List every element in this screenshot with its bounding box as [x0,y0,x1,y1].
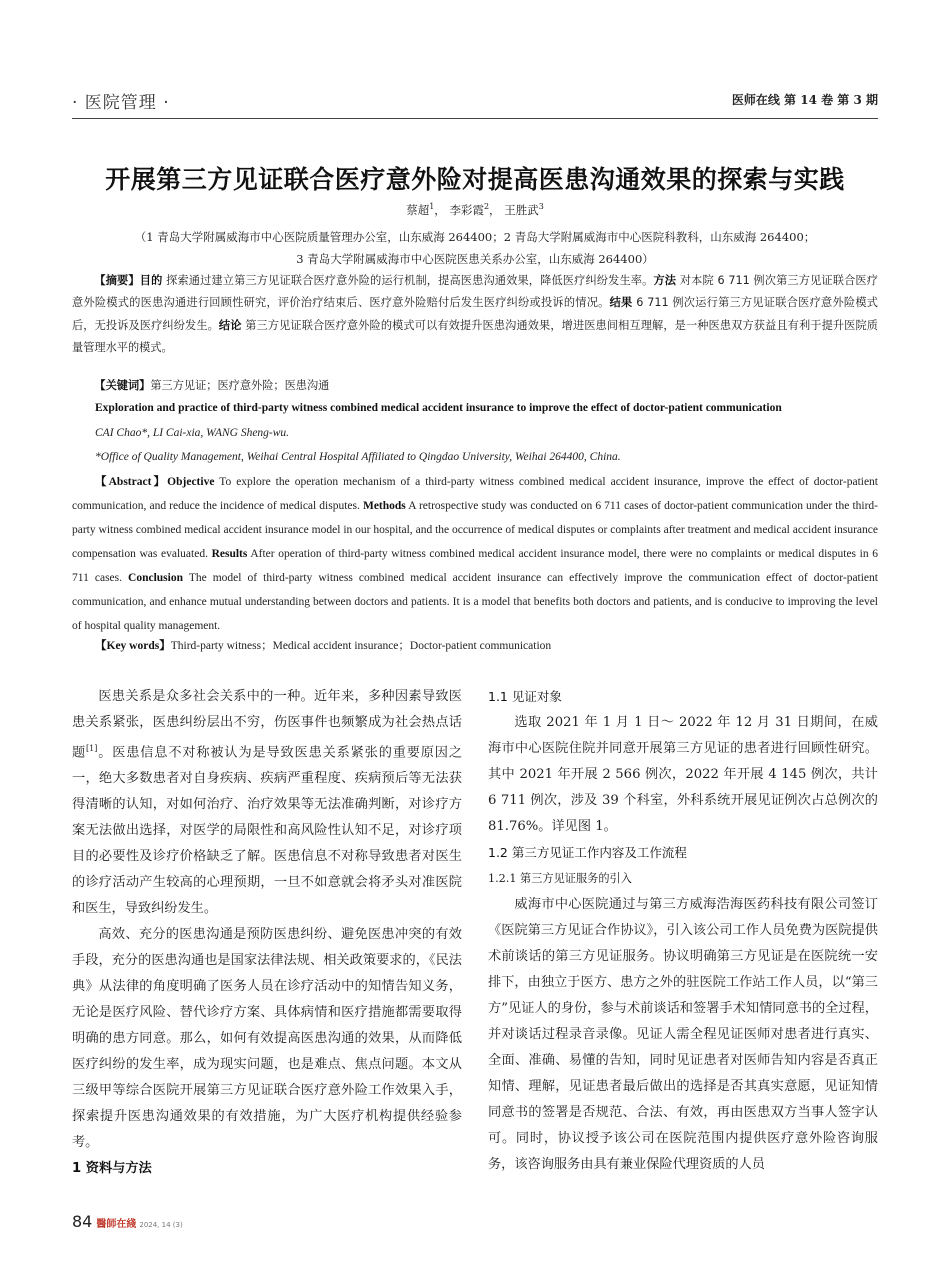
author-3: 王胜武 [504,203,539,217]
body-column-left [72,684,462,1182]
objective-label: 目的 [139,274,163,287]
results-en-label: Results [211,548,248,560]
footer-issue: 2024, 14 (3) [139,1221,183,1229]
article-title: 开展第三方见证联合医疗意外险对提高医患沟通效果的探索与实践 [105,165,845,194]
header-divider [72,118,878,119]
results-text: 6 711 例次运行第三方见证联合医疗意外险模式后，无投诉及医疗纠纷发生。 [72,296,878,332]
section-heading: 1 资料与方法 [72,1161,152,1177]
methods-en-text: A retrospective study was conducted on 6 711 cases of doctor-patient communication under the third-party witness combined medical accident insurance model in our hospital, and the occurrence of medical disputes or complaints after treatment and medical accident insurance compensation was evaluated. [72,500,878,560]
conclusion-text: 第三方见证联合医疗意外险的模式可以有效提升医患沟通效果，增进医患间相互理解，是一种医患双方获益且有利于提升医院质量管理水平的模式。 [72,318,878,355]
keywords-text: 第三方见证；医疗意外险；医患沟通 [150,379,330,392]
methods-text: 对本院 6 711 例次第三方见证联合医疗意外险模式的医患沟通进行回顾性研究，评价治疗结束后、医疗意外险赔付后发生医疗纠纷或投诉的情况。 [72,274,878,310]
keywords-en-text: Third-party witness；Medical accident insurance；Doctor-patient communication [170,640,552,652]
keywords-en-label: 【Key words】 [95,640,171,652]
running-header [72,88,878,118]
methods-label: 方法 [653,274,677,287]
page-number: 84 [72,1212,93,1231]
journal-issue: 医师在线 第 14 卷 第 3 期 [731,93,878,107]
paragraph-text: 医患关系是众多社会关系中的一种。近年来，多种因素导致医患关系紧张，医患纠纷层出不穷，伤医事件也频繁成为社会热点话题 [72,689,462,761]
paragraph-text: 。医患信息不对称被认为是导致医患关系紧张的重要原因之一，绝大多数患者对自身疾病、疾病严重程度、疾病预后等无法获得清晰的认知，对如何治疗、治疗效果等无法准确判断，对诊疗方案无法做出选择，对医学的局限性和高风险性认知不足，对诊疗项目的必要性及诊疗价格缺乏了解。医患信息不对称导致患者对医生的诊疗活动产生较高的心理预期，一旦不如意就会将矛头对准医院和医生，导致纠纷发生。 [72,745,463,917]
conclusion-en-text: The model of third-party witness combined medical accident insurance can effectively improve the communication effect of doctor-patient communication, and enhance mutual understanding between doctors and patients. It is a model that benefits both doctors and patients, and is conducive to improving the level of hospital quality management. [72,572,878,632]
affiliations [72,226,878,270]
subsection-heading: 1.1 见证对象 [488,689,562,704]
body-paragraph: 威海市中心医院通过与第三方威海浩海医药科技有限公司签订《医院第三方见证合作协议》，引入该公司工作人员免费为医院提供术前谈话的第三方见证服务。协议明确第三方见证是在医院统一安排下，由独立于医方、患方之外的驻医院工作站工作人员，以“第三方”见证人的身份，参与术前谈话和签署手术知情同意书的全过程，并对谈话过程录音录像。见证人需全程见证医师对患者进行真实、全面、准确、易懂的告知，同时见证患者对医师告知内容是否真正知情、理解，见证患者最后做出的选择是否其真实意愿，见证知情同意书的签署是否规范、合法、有效，再由医患双方当事人签字认可。同时，协议授予该公司在医院范围内提供医疗意外险咨询服务，该咨询服务由具有兼业保险代理资质的人员 [488,897,878,1172]
body-paragraph: 高效、充分的医患沟通是预防医患纠纷、避免医患冲突的有效手段，充分的医患沟通也是国家法律法规、相关政策要求的，《民法典》从法律的角度明确了医务人员在诊疗活动中的知情告知义务，无论是医疗风险、替代诊疗方案、具体病情和医疗措施都需要取得明确的患方同意。那么，如何有效提高医患沟通的效果，从而降低医疗纠纷的发生率，成为现实问题，也是难点、焦点问题。本文从三级甲等综合医院开展第三方见证联合医疗意外险工作效果入手，探索提升医患沟通效果的有效措施，为广大医疗机构提供经验参考。 [72,927,462,1151]
citation-ref: [1] [86,744,98,753]
keywords-chinese [72,377,878,393]
body-paragraph: 选取 2021 年 1 月 1 日～ 2022 年 12 月 31 日期间，在威海市中心医院住院并同意开展第三方见证的患者进行回顾性研究。其中 2021 年开展 2 566 例次，2022 年开展 4 145 例次，共计 6 711 例次，涉及 39 个科室，外科系统开展见证例次占总例次的 81.76%。详见图 1。 [488,715,878,834]
abstract-chinese [72,270,878,360]
english-title: Exploration and practice of third-party witness combined medical accident insurance to improve the effect of doctor-patient communication [95,402,782,414]
author-1: 蔡超 [406,203,430,217]
results-en-text: After operation of third-party witness combined medical accident insurance model, there were no complaints or medical disputes in 6 711 cases. [72,548,878,584]
subsection-heading: 1.2 第三方见证工作内容及工作流程 [488,845,687,860]
affiliation-line-2: 3 青岛大学附属威海市中心医院医患关系办公室，山东威海 264400） [296,252,654,266]
keywords-english [72,637,878,653]
results-label: 结果 [609,296,633,310]
section-label: · 医院管理 · [72,93,170,113]
methods-en-label: Methods [362,500,406,512]
author-list: 蔡超$^1$， 李彩霞$^2$， 王胜武$^3$ [406,202,544,217]
abstract-label: 【摘要】 [94,274,140,287]
abstract-english [72,470,878,638]
page-footer [72,1212,183,1232]
english-affiliation: *Office of Quality Management, Weihai Central Hospital Affiliated to Qingdao University, Weihai 264400, China. [95,451,621,463]
objective-en-text: To explore the operation mechanism of a third-party witness combined medical accident insurance, improve the effect of doctor-patient communication, and reduce the incidence of medical disputes. [72,476,879,512]
body-column-right [488,684,878,1178]
english-authors: CAI Chao*, LI Cai-xia, WANG Sheng-wu. [95,427,290,439]
objective-text: 探索通过建立第三方见证联合医疗意外险的运行机制，提高医患沟通效果，降低医疗纠纷发生率。 [166,274,654,287]
objective-en-label: Objective [167,476,215,488]
conclusion-en-label: Conclusion [128,572,183,584]
subsubsection-heading: 1.2.1 第三方见证服务的引入 [488,872,632,885]
author-2: 李彩霞 [449,203,484,217]
body-paragraph [72,684,462,922]
abstract-en-label: 【Abstract】 [95,476,168,488]
keywords-label: 【关键词】 [94,379,151,392]
conclusion-label: 结论 [218,318,242,332]
journal-logo: 醫師在綫 [96,1219,137,1230]
affiliation-line-1: （1 青岛大学附属威海市中心医院质量管理办公室，山东威海 264400；2 青岛大学附属威海市中心医院科教科，山东威海 264400； [134,230,816,244]
